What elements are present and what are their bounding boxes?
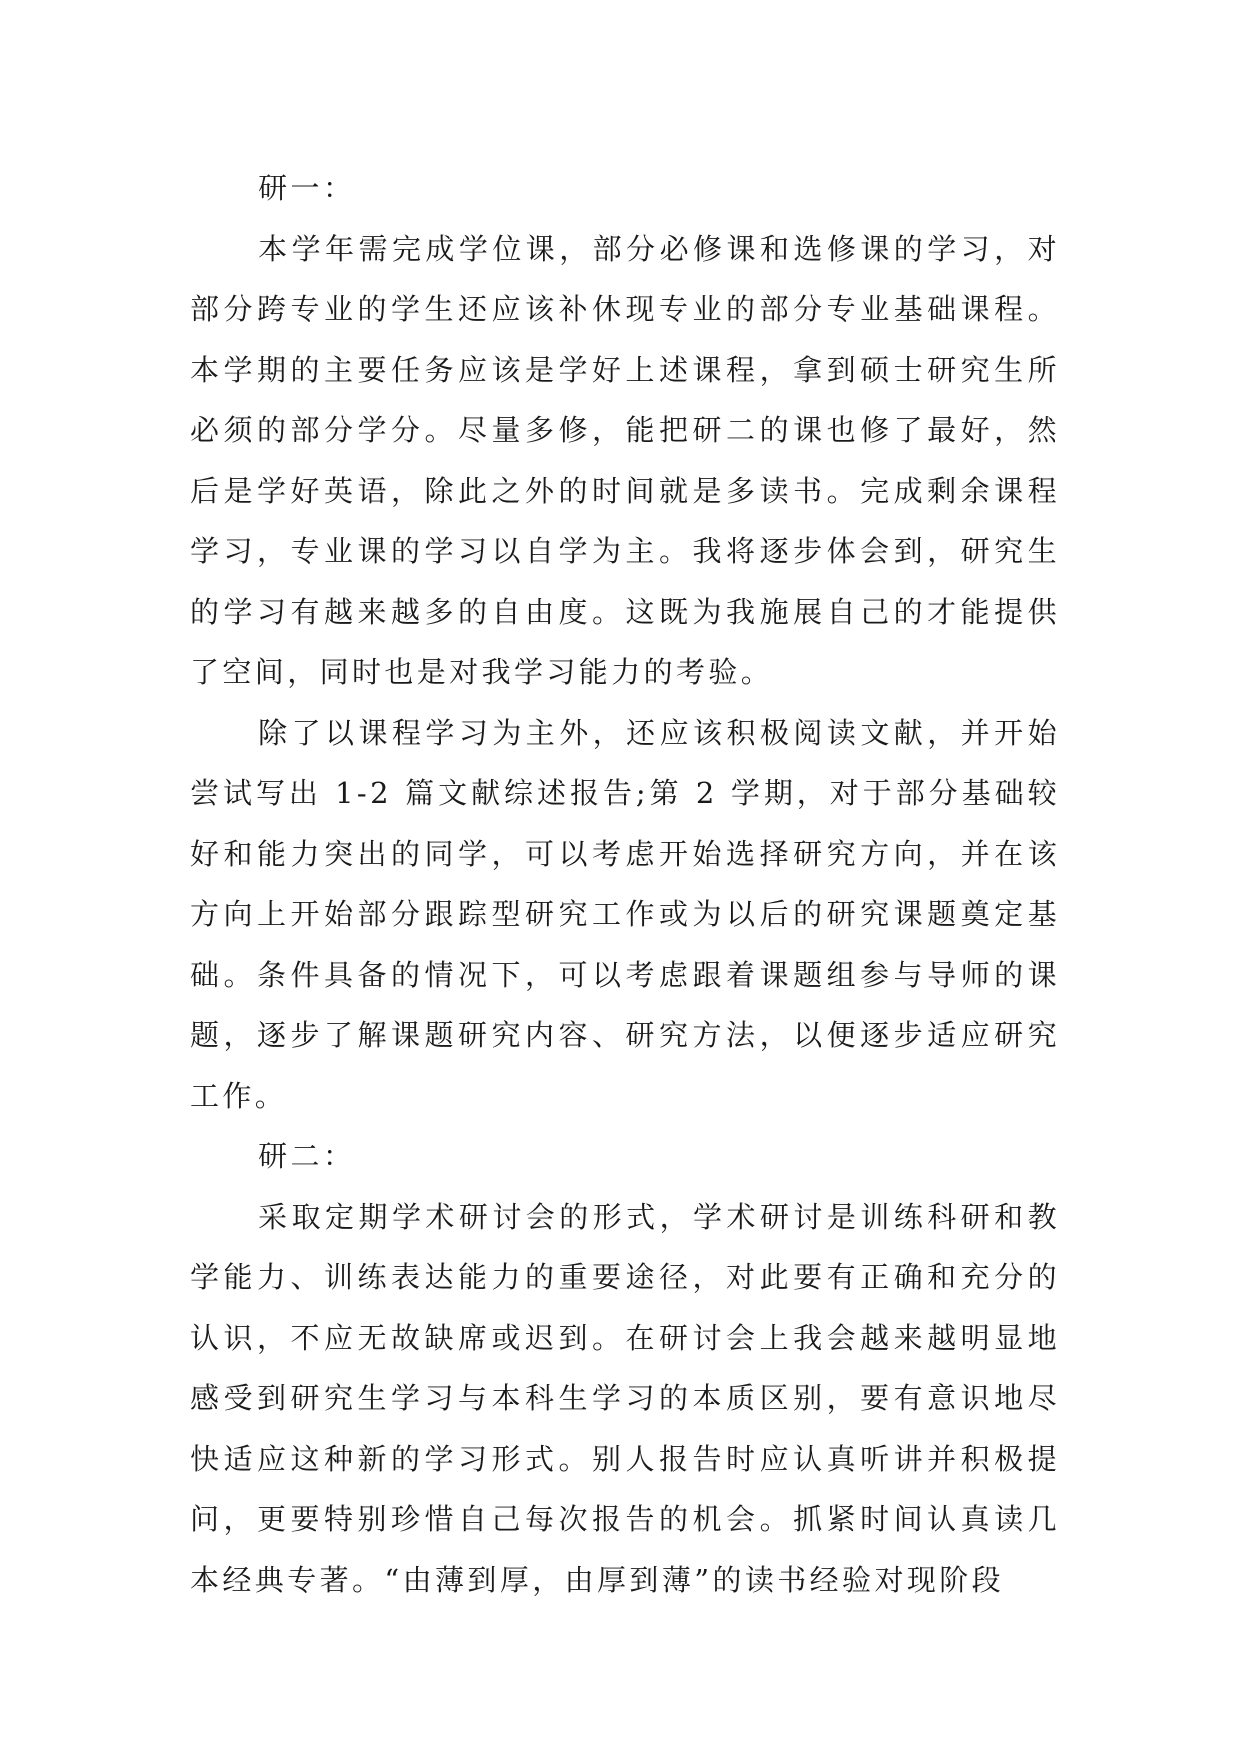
paragraph-year-two-seminars: 采取定期学术研讨会的形式，学术研讨是训练科研和教学能力、训练表达能力的重要途径，对此要有正确和充分的认识，不应无故缺席或迟到。在研讨会上我会越来越明显地感受到研究生学习与本科生学习的本质区别，要有意识地尽快适应这种新的学习形式。别人报告时应认真听讲并积极提问，更要特别珍惜自己每次报告的机会。抓紧时间认真读几本经典专著。“由薄到厚，由厚到薄”的读书经验对现阶段	[190, 1199, 1060, 1597]
paragraph-year-one-literature: 除了以课程学习为主外，还应该积极阅读文献，并开始尝试写出 1-2 篇文献综述报告;第 2 学期，对于部分基础较好和能力突出的同学，可以考虑开始选择研究方向，并在该方向上开始部分跟踪型研究工作或为以后的研究课题奠定基础。条件具备的情况下，可以考虑跟着课题组参与导师的课题，逐步了解课题研究内容、研究方法，以便逐步适应研究工作。	[190, 715, 1060, 1113]
section-heading-year-two: 研二：	[258, 1139, 356, 1173]
document-body	[190, 158, 1060, 1610]
paragraph-year-one-courses: 本学年需完成学位课，部分必修课和选修课的学习，对部分跨专业的学生还应该补休现专业的部分专业基础课程。本学期的主要任务应该是学好上述课程，拿到硕士研究生所必须的部分学分。尽量多修，能把研二的课也修了最好，然后是学好英语，除此之外的时间就是多读书。完成剩余课程学习，专业课的学习以自学为主。我将逐步体会到，研究生的学习有越来越多的自由度。这既为我施展自己的才能提供了空间，同时也是对我学习能力的考验。	[190, 231, 1060, 689]
section-heading-year-one: 研一：	[258, 171, 356, 205]
